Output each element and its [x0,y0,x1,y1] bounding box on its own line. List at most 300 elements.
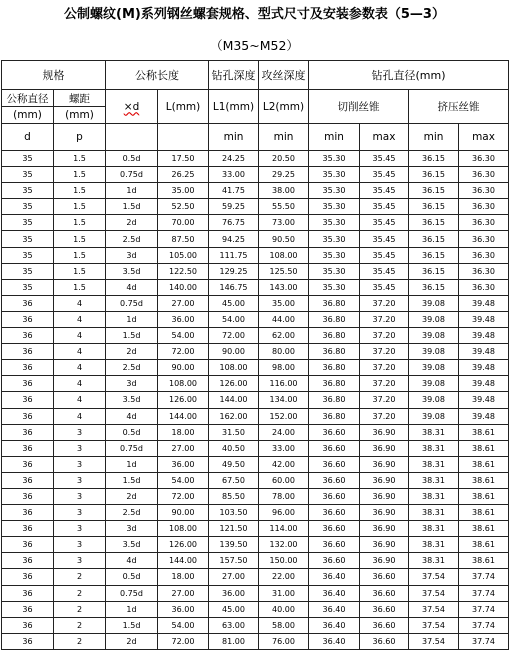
table-cell: 70.00 [158,215,209,231]
table-cell: 36.60 [309,521,360,537]
table-row [2,247,509,263]
header-spec: 规格 [2,61,106,90]
table-cell: 27.00 [158,440,209,456]
table-cell: 4d [106,553,158,569]
table-cell: 3.5d [106,537,158,553]
table-cell: 38.31 [409,440,459,456]
table-cell: 96.00 [259,505,309,521]
table-cell: 36.90 [360,440,409,456]
table-cell: 140.00 [158,279,209,295]
table-cell: 3 [54,424,106,440]
table-cell: 126.00 [158,537,209,553]
table-cell: 36.30 [459,151,509,167]
table-row [2,183,509,199]
table-cell: 38.31 [409,537,459,553]
table-cell: 39.08 [409,344,459,360]
table-cell: 36.80 [309,392,360,408]
header-cut-tap: 切削丝锥 [309,90,409,124]
table-cell: 38.31 [409,553,459,569]
table-cell: 38.31 [409,456,459,472]
table-cell: 1.5d [106,199,158,215]
table-cell: 35 [2,279,54,295]
header-pitch: 螺距 [54,90,106,107]
table-row [2,279,509,295]
table-cell: 22.00 [259,569,309,585]
table-cell: 146.75 [209,279,259,295]
header-xd-label: ×d [123,100,140,113]
table-cell: 144.00 [158,553,209,569]
table-cell: 1.5 [54,231,106,247]
table-cell: 36.90 [360,488,409,504]
table-cell: 121.50 [209,521,259,537]
table-cell: 60.00 [259,472,309,488]
table-row [2,424,509,440]
table-cell: 36 [2,328,54,344]
table-row [2,633,509,649]
table-cell: 1.5 [54,151,106,167]
table-cell: 4 [54,311,106,327]
table-cell: 39.48 [459,328,509,344]
header-drill-diameter: 钻孔直径(mm) [309,61,509,90]
table-cell: 3.5d [106,263,158,279]
table-cell: 52.50 [158,199,209,215]
table-cell: 39.08 [409,376,459,392]
table-row [2,569,509,585]
table-cell: 27.00 [158,295,209,311]
table-cell: 150.00 [259,553,309,569]
table-cell: 45.00 [209,295,259,311]
table-cell: 35 [2,151,54,167]
table-cell: 35.30 [309,231,360,247]
table-cell: 36.80 [309,344,360,360]
header-max-cut: max [360,124,409,151]
table-cell: 1.5 [54,183,106,199]
header-d: d [2,124,54,151]
table-cell: 36 [2,521,54,537]
table-cell: 3 [54,440,106,456]
table-cell: 4d [106,279,158,295]
table-cell: 1.5 [54,263,106,279]
table-row [2,311,509,327]
table-cell: 36.80 [309,408,360,424]
table-cell: 39.48 [459,344,509,360]
table-row [2,472,509,488]
table-cell: 2 [54,601,106,617]
table-cell: 126.00 [209,376,259,392]
table-cell: 38.31 [409,472,459,488]
table-cell: 38.31 [409,424,459,440]
table-row [2,617,509,633]
table-cell: 1.5 [54,199,106,215]
table-cell: 90.00 [158,505,209,521]
table-cell: 20.50 [259,151,309,167]
table-cell: 44.00 [259,311,309,327]
table-cell: 36.60 [309,505,360,521]
header-row-1 [2,61,509,90]
table-cell: 36 [2,424,54,440]
table-cell: 3 [54,505,106,521]
table-cell: 17.50 [158,151,209,167]
table-cell: 105.00 [158,247,209,263]
table-cell: 37.20 [360,376,409,392]
table-cell: 36.90 [360,537,409,553]
table-cell: 2d [106,633,158,649]
table-cell: 27.00 [209,569,259,585]
table-row [2,231,509,247]
table-cell: 36.30 [459,231,509,247]
table-cell: 39.48 [459,360,509,376]
table-cell: 37.54 [409,569,459,585]
table-cell: 1d [106,183,158,199]
table-cell: 36.30 [459,263,509,279]
table-cell: 36 [2,601,54,617]
table-cell: 38.61 [459,553,509,569]
table-cell: 1.5 [54,215,106,231]
table-cell: 37.20 [360,311,409,327]
header-max-form: max [459,124,509,151]
table-cell: 67.50 [209,472,259,488]
table-cell: 40.00 [259,601,309,617]
table-cell: 126.00 [158,392,209,408]
table-cell: 1.5d [106,472,158,488]
table-cell: 36.80 [309,311,360,327]
table-cell: 36 [2,376,54,392]
table-cell: 39.48 [459,376,509,392]
table-cell: 38.61 [459,505,509,521]
table-cell: 36.60 [360,585,409,601]
table-cell: 108.00 [209,360,259,376]
table-cell: 39.08 [409,392,459,408]
table-row [2,151,509,167]
table-cell: 152.00 [259,408,309,424]
table-cell: 37.74 [459,601,509,617]
table-cell: 38.61 [459,424,509,440]
table-cell: 54.00 [158,472,209,488]
table-cell: 103.50 [209,505,259,521]
table-cell: 90.00 [209,344,259,360]
table-cell: 111.75 [209,247,259,263]
table-row [2,537,509,553]
table-cell: 38.61 [459,488,509,504]
table-cell: 2 [54,617,106,633]
table-cell: 3 [54,488,106,504]
table-cell: 36 [2,569,54,585]
table-cell: 35.00 [158,183,209,199]
table-cell: 36 [2,472,54,488]
header-l-mm: L(mm) [158,90,209,124]
table-cell: 37.20 [360,328,409,344]
table-cell: 35.45 [360,263,409,279]
header-length: 公称长度 [106,61,209,90]
table-cell: 35.30 [309,215,360,231]
table-cell: 35 [2,215,54,231]
table-cell: 41.75 [209,183,259,199]
table-cell: 36.15 [409,183,459,199]
table-cell: 0.75d [106,585,158,601]
table-cell: 36.40 [309,633,360,649]
table-cell: 108.00 [158,376,209,392]
table-cell: 36.60 [309,537,360,553]
table-cell: 72.00 [209,328,259,344]
table-cell: 31.00 [259,585,309,601]
table-cell: 122.50 [158,263,209,279]
table-cell: 4 [54,328,106,344]
table-row [2,521,509,537]
table-cell: 36.15 [409,199,459,215]
table-row [2,392,509,408]
table-cell: 0.5d [106,569,158,585]
table-cell: 35.45 [360,231,409,247]
table-cell: 37.74 [459,585,509,601]
header-p: p [54,124,106,151]
table-cell: 36.15 [409,231,459,247]
table-cell: 144.00 [158,408,209,424]
table-cell: 3 [54,472,106,488]
table-cell: 36.40 [309,601,360,617]
table-cell: 35.30 [309,279,360,295]
header-nominal-diameter-unit: (mm) [2,107,54,124]
table-cell: 90.00 [158,360,209,376]
table-cell: 54.00 [209,311,259,327]
table-cell: 35.30 [309,263,360,279]
table-cell: 54.00 [158,617,209,633]
table-cell: 38.61 [459,537,509,553]
header-min-l1: min [209,124,259,151]
header-nominal-diameter: 公称直径 [2,90,54,107]
table-cell: 36.15 [409,263,459,279]
table-cell: 36 [2,585,54,601]
table-cell: 36.60 [360,633,409,649]
table-cell: 3d [106,521,158,537]
table-cell: 116.00 [259,376,309,392]
header-row-3 [2,124,509,151]
table-cell: 35 [2,199,54,215]
table-cell: 37.20 [360,360,409,376]
table-cell: 4 [54,408,106,424]
spec-table [1,60,509,650]
table-cell: 3 [54,521,106,537]
table-cell: 1d [106,456,158,472]
table-cell: 87.50 [158,231,209,247]
page-subtitle: （M35~M52） [210,38,299,53]
table-cell: 39.08 [409,295,459,311]
table-cell: 1d [106,601,158,617]
table-cell: 2 [54,569,106,585]
table-cell: 36.90 [360,553,409,569]
table-cell: 78.00 [259,488,309,504]
table-cell: 35.00 [259,295,309,311]
table-cell: 35 [2,183,54,199]
table-row [2,440,509,456]
table-cell: 58.00 [259,617,309,633]
table-cell: 36 [2,360,54,376]
table-row [2,328,509,344]
table-cell: 45.00 [209,601,259,617]
table-cell: 2d [106,215,158,231]
table-cell: 162.00 [209,408,259,424]
table-cell: 36.00 [158,456,209,472]
table-cell: 36 [2,488,54,504]
table-cell: 38.61 [459,440,509,456]
table-cell: 2.5d [106,231,158,247]
table-cell: 3 [54,537,106,553]
header-min-cut: min [309,124,360,151]
table-cell: 157.50 [209,553,259,569]
table-cell: 2.5d [106,360,158,376]
table-cell: 98.00 [259,360,309,376]
header-l1: L1(mm) [209,90,259,124]
table-cell: 0.75d [106,167,158,183]
table-cell: 139.50 [209,537,259,553]
table-cell: 37.20 [360,392,409,408]
header-form-tap: 挤压丝锥 [409,90,509,124]
table-cell: 4 [54,344,106,360]
table-cell: 36.80 [309,376,360,392]
table-cell: 36 [2,633,54,649]
table-cell: 3 [54,553,106,569]
table-cell: 35.45 [360,215,409,231]
table-row [2,295,509,311]
table-row [2,488,509,504]
table-cell: 39.48 [459,311,509,327]
header-drill-depth: 钻孔深度 [209,61,259,90]
table-cell: 36.40 [309,617,360,633]
table-cell: 2.5d [106,505,158,521]
page-title: 公制螺纹(M)系列钢丝螺套规格、型式尺寸及安装参数表（5—3） [64,7,445,22]
table-cell: 2d [106,344,158,360]
table-cell: 143.00 [259,279,309,295]
table-cell: 36 [2,408,54,424]
table-row [2,505,509,521]
table-cell: 36.80 [309,360,360,376]
table-cell: 72.00 [158,488,209,504]
table-cell: 39.48 [459,392,509,408]
table-cell: 36 [2,553,54,569]
table-cell: 35 [2,167,54,183]
table-cell: 35.45 [360,183,409,199]
table-cell: 37.54 [409,633,459,649]
header-row-2a [2,90,509,107]
table-cell: 36.15 [409,215,459,231]
table-cell: 1.5 [54,167,106,183]
table-cell: 36.80 [309,295,360,311]
header-min-l2: min [259,124,309,151]
table-cell: 38.61 [459,472,509,488]
table-cell: 72.00 [158,633,209,649]
table-cell: 36 [2,440,54,456]
table-cell: 114.00 [259,521,309,537]
table-cell: 36.90 [360,505,409,521]
table-cell: 39.08 [409,408,459,424]
table-cell: 37.54 [409,585,459,601]
table-cell: 94.25 [209,231,259,247]
table-cell: 36 [2,295,54,311]
table-cell: 4 [54,376,106,392]
table-cell: 36.30 [459,199,509,215]
table-cell: 35.45 [360,199,409,215]
table-cell: 3 [54,456,106,472]
header-blank [158,124,209,151]
table-cell: 35.30 [309,199,360,215]
table-row [2,376,509,392]
table-cell: 36.90 [360,424,409,440]
table-cell: 4 [54,392,106,408]
table-cell: 36.60 [309,488,360,504]
table-cell: 1.5d [106,328,158,344]
table-cell: 54.00 [158,328,209,344]
table-cell: 36.60 [309,553,360,569]
table-cell: 49.50 [209,456,259,472]
table-cell: 35.30 [309,183,360,199]
table-cell: 36.60 [360,601,409,617]
table-cell: 36 [2,456,54,472]
table-row [2,585,509,601]
table-cell: 37.54 [409,617,459,633]
table-cell: 18.00 [158,569,209,585]
table-cell: 24.25 [209,151,259,167]
table-cell: 134.00 [259,392,309,408]
header-xd [106,90,158,124]
table-cell: 36.30 [459,167,509,183]
table-cell: 36 [2,617,54,633]
table-cell: 36 [2,344,54,360]
table-cell: 129.25 [209,263,259,279]
table-cell: 37.54 [409,601,459,617]
table-cell: 37.20 [360,295,409,311]
header-min-form: min [409,124,459,151]
table-cell: 36.90 [360,521,409,537]
table-row [2,215,509,231]
table-cell: 37.20 [360,344,409,360]
table-cell: 36.15 [409,167,459,183]
table-cell: 24.00 [259,424,309,440]
table-cell: 62.00 [259,328,309,344]
table-cell: 81.00 [209,633,259,649]
table-row [2,167,509,183]
table-cell: 36.60 [309,440,360,456]
table-cell: 36.30 [459,215,509,231]
table-cell: 39.48 [459,295,509,311]
table-cell: 26.25 [158,167,209,183]
table-cell: 36.90 [360,472,409,488]
table-cell: 39.48 [459,408,509,424]
table-cell: 76.00 [259,633,309,649]
table-cell: 36.00 [158,311,209,327]
table-cell: 0.75d [106,440,158,456]
table-row [2,360,509,376]
table-cell: 73.00 [259,215,309,231]
table-cell: 80.00 [259,344,309,360]
table-cell: 3d [106,247,158,263]
table-cell: 36 [2,392,54,408]
table-cell: 35.30 [309,151,360,167]
table-cell: 125.50 [259,263,309,279]
table-row [2,263,509,279]
table-cell: 36.60 [309,472,360,488]
table-row [2,408,509,424]
table-cell: 76.75 [209,215,259,231]
table-cell: 37.74 [459,569,509,585]
header-blank [106,124,158,151]
table-cell: 36.90 [360,456,409,472]
table-cell: 36.15 [409,279,459,295]
table-cell: 38.61 [459,521,509,537]
table-cell: 35.30 [309,247,360,263]
table-cell: 36.30 [459,183,509,199]
table-cell: 63.00 [209,617,259,633]
table-cell: 39.08 [409,311,459,327]
table-cell: 2 [54,633,106,649]
